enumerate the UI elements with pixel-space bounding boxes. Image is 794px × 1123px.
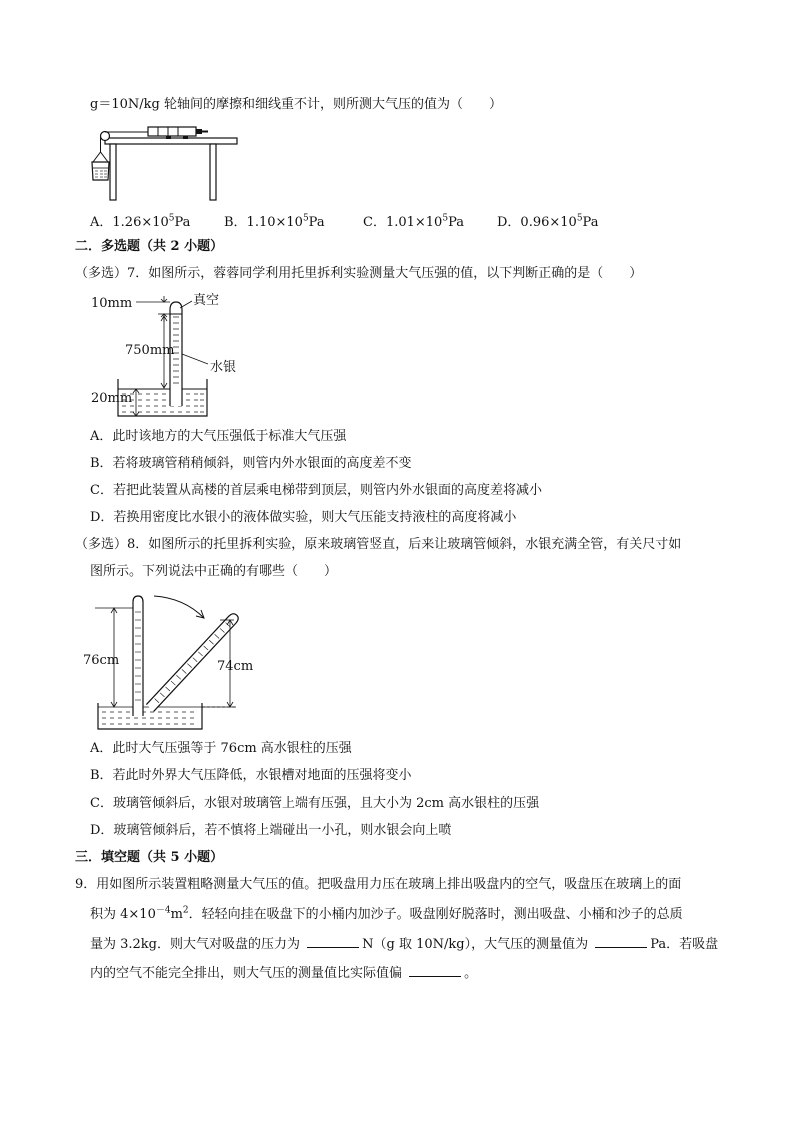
q8-stem-line1: （多选）8．如图所示的托里拆利实验，原来玻璃管竖直，后来让玻璃管倾斜，水银充满全管，有关尺寸如 xyxy=(75,537,682,552)
blank-force[interactable] xyxy=(307,935,359,948)
q8-option-c[interactable]: C．玻璃管倾斜后，水银对玻璃管上端有压强，且大小为 2cm 高水银柱的压强 xyxy=(90,796,540,811)
q6-option-d[interactable]: D．$0.96\times 10^5Pa$ xyxy=(497,213,599,230)
tilted-tube-figure-q8 xyxy=(83,590,254,740)
q7-option-a[interactable]: A．此时该地方的大气压强低于标准大气压强 xyxy=(90,429,347,444)
blank-comparison[interactable] xyxy=(409,964,461,977)
q9-line4: 内的空气不能完全排出，则大气压的测量值比实际值偏 。 xyxy=(90,966,478,981)
section-heading-multiple-choice: 二．多选题（共 2 小题） xyxy=(75,239,224,254)
label-74cm: 74cm xyxy=(217,659,254,674)
q8-stem-line2: 图所示。下列说法中正确的有哪些（ ） xyxy=(90,564,338,579)
q8-option-a[interactable]: A．此时大气压强等于 76cm 高水银柱的压强 xyxy=(90,741,352,756)
q9-line2: 积为 $4\times 10^{-4}m^2$．轻轻向挂在吸盘下的小桶内加沙子。吸盘刚好脱落时，测出吸盘、小桶和沙子的总质 xyxy=(90,905,683,922)
label-20mm: 20mm xyxy=(91,391,133,406)
q7-stem: （多选）7．如图所示，蓉蓉同学利用托里拆利实验测量大气压强的值，以下判断正确的是（ ） xyxy=(75,266,643,281)
q6-options xyxy=(90,211,710,231)
label-10mm: 10mm xyxy=(91,296,133,311)
label-76cm: 76cm xyxy=(83,653,120,668)
q7-option-d[interactable]: D．若换用密度比水银小的液体做实验，则大气压能支持液柱的高度将减小 xyxy=(90,510,517,525)
q7-option-c[interactable]: C．若把此装置从高楼的首层乘电梯带到顶层，则管内外水银面的高度差将减小 xyxy=(90,483,542,498)
label-750mm: 750mm xyxy=(125,343,175,358)
torricelli-figure-q7 xyxy=(88,292,238,422)
label-mercury: 水银 xyxy=(210,360,237,375)
q8-option-d[interactable]: D．玻璃管倾斜后，若不慎将上端碰出一小孔，则水银会向上喷 xyxy=(90,823,452,838)
q6-option-b[interactable]: B．$1.10\times 10^5Pa$ xyxy=(224,213,325,230)
label-vacuum: 真空 xyxy=(193,293,220,308)
blank-pressure[interactable] xyxy=(595,935,647,948)
q6-option-c[interactable]: C．$1.01\times 10^5Pa$ xyxy=(363,213,464,230)
q6-stem-tail: g＝10N/kg 轮轴间的摩擦和细线重不计，则所测大气压的值为（ ） xyxy=(90,97,502,112)
q9-line3: 量为 3.2kg．则大气对吸盘的压力为 N（g 取 10N/kg），大气压的测量值为 Pa．若吸盘 xyxy=(90,937,719,952)
section-heading-fill-blank: 三．填空题（共 5 小题） xyxy=(75,850,224,865)
syringe-apparatus-figure xyxy=(88,118,243,204)
q8-option-b[interactable]: B．若此时外界大气压降低，水银槽对地面的压强将变小 xyxy=(90,768,412,783)
q6-option-a[interactable]: A．$1.26\times 10^5Pa$ xyxy=(90,213,191,230)
q9-line1: 9．用如图所示装置粗略测量大气压的值。把吸盘用力压在玻璃上排出吸盘内的空气，吸盘压在玻璃上的面 xyxy=(75,877,682,892)
q7-option-b[interactable]: B．若将玻璃管稍稍倾斜，则管内外水银面的高度差不变 xyxy=(90,456,412,471)
